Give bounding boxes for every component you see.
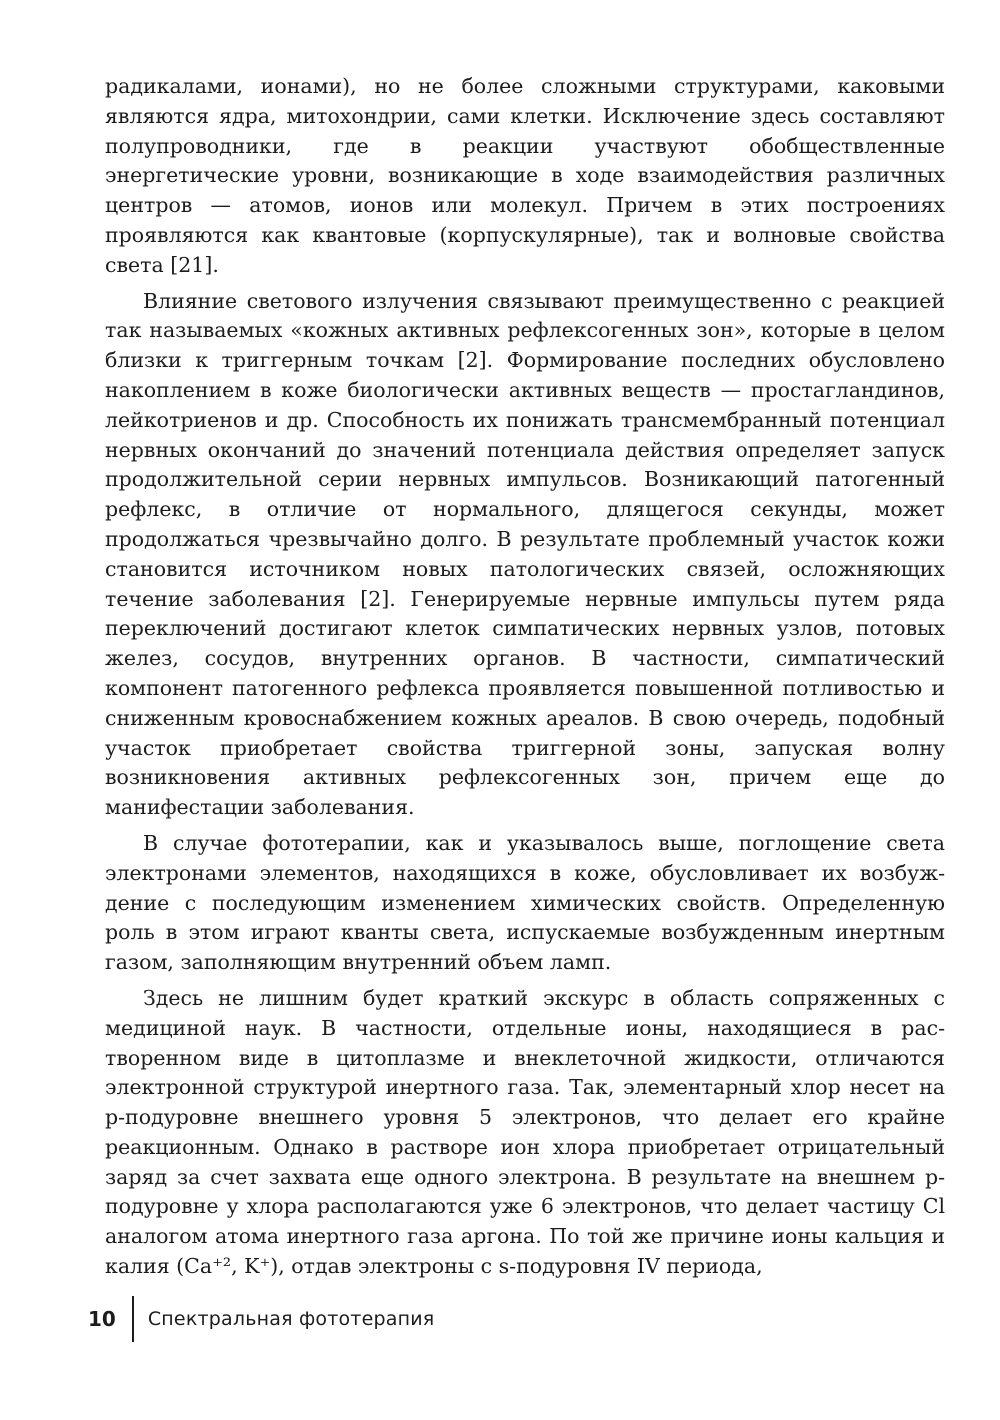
paragraph-1: радикалами, ионами), но не более сложными структурами, каковыми являются ядра, митохондрии, сами клетки. Исключение здесь составляют полупроводники, где в реакции участвуют обобществленные энергетические уровни, возникающие в ходе взаимодействия различных центров — атомов, ионов или молекул. Причем в этих построениях проявляются как квантовые (корпускулярные), так и волновые свойства света [21]. <box>105 74 945 277</box>
paragraph-4: Здесь не лишним будет краткий экскурс в область сопряженных с медициной наук. В частности, отдельные ионы, находящиеся в растворенном виде в цитоплазме и внеклеточной жидкости, отличаются электронной структурой инертного газа. Так, элементарный хлор несет на p-подуровне внешнего уровня 5 электронов, что делает его крайне реакционным. Однако в растворе ион хлора приобретает отрицательный заряд за счет захвата еще одного электрона. В результате на внешнем p-подуровне у хлора располагаются уже 6 электронов, что делает частицу Cl аналогом атома инертного газа аргона. По той же причине ионы кальция и калия (Ca⁺², K⁺), отдав электроны с s-подуровня IV периода, <box>105 985 945 1279</box>
page-body <box>105 72 945 1288</box>
running-title: Спектральная фототерапия <box>147 1308 435 1330</box>
paragraph-3: В случае фототерапии, как и указывалось выше, поглощение света электронами элементов, находящихся в коже, обусловливает их возбуждение с последующим изменением химических свойств. Определенную роль в этом играют кванты света, испускаемые возбужденным инертным газом, заполняющим внутренний объем ламп. <box>105 830 945 975</box>
page-footer <box>88 1296 434 1342</box>
paragraph-2: Влияние светового излучения связывают преимущественно с реакцией так называемых «кожных активных рефлексогенных зон», которые в целом близки к триггерным точкам [2]. Формирование последних обусловлено накоплением в коже биологически активных веществ — простагландинов, лейкотриенов и др. Способность их понижать трансмембранный потенциал нервных окончаний до значений потенциала действия определяет запуск продолжительной серии нервных импульсов. Возникающий патогенный рефлекс, в отличие от нормального, длящегося секунды, может продолжаться чрезвычайно долго. В результате проблемный участок кожи становится источником новых патологических связей, осложняющих течение заболевания [2]. Генерируемые нервные импульсы путем ряда переключений достигают клеток симпатических нервных узлов, потовых желез, сосудов, внутренних органов. В частности, симпатический компонент патогенного рефлекса проявляется повышенной потливостью и сниженным кровоснабжением кожных ареалов. В свою очередь, подобный участок приобретает свойства триггерной зоны, запуская волну возникновения активных рефлексогенных зон, причем еще до манифестации заболевания. <box>105 288 945 820</box>
footer-divider <box>132 1296 134 1342</box>
page-number: 10 <box>88 1307 116 1331</box>
